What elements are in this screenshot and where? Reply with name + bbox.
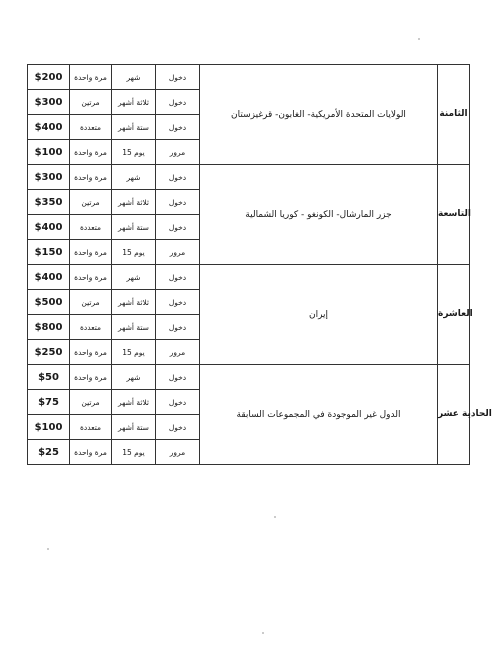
visa-type-cell: دخول xyxy=(156,415,200,440)
table-row xyxy=(28,165,470,190)
duration-cell: ستة أشهر xyxy=(112,415,156,440)
table-row xyxy=(28,65,470,90)
scan-speck xyxy=(47,548,49,550)
visa-type-cell: دخول xyxy=(156,315,200,340)
price-cell: $200 xyxy=(28,65,70,90)
countries-cell: جزر المارشال- الكونغو - كوريا الشمالية xyxy=(200,165,438,265)
visa-type-cell: دخول xyxy=(156,265,200,290)
visa-type-cell: دخول xyxy=(156,90,200,115)
entries-cell: مرة واحدة xyxy=(70,140,112,165)
group-name-cell: العاشرة xyxy=(438,265,470,365)
duration-cell: شهر xyxy=(112,65,156,90)
group-name-cell: الحادية عشر xyxy=(438,365,470,465)
countries-cell: إيران xyxy=(200,265,438,365)
visa-type-cell: دخول xyxy=(156,365,200,390)
duration-cell: 15 يوم xyxy=(112,440,156,465)
price-cell: $300 xyxy=(28,90,70,115)
duration-cell: ستة أشهر xyxy=(112,315,156,340)
duration-cell: شهر xyxy=(112,365,156,390)
visa-type-cell: مرور xyxy=(156,140,200,165)
price-cell: $800 xyxy=(28,315,70,340)
table-body xyxy=(28,65,492,465)
price-cell: $350 xyxy=(28,190,70,215)
duration-cell: شهر xyxy=(112,265,156,290)
visa-type-cell: مرور xyxy=(156,340,200,365)
price-cell: $400 xyxy=(28,215,70,240)
price-cell: $75 xyxy=(28,390,70,415)
price-cell: $100 xyxy=(28,415,70,440)
entries-cell: مرة واحدة xyxy=(70,365,112,390)
entries-cell: مرة واحدة xyxy=(70,265,112,290)
visa-fees-table xyxy=(27,64,492,465)
duration-cell: ستة أشهر xyxy=(112,215,156,240)
price-cell: $250 xyxy=(28,340,70,365)
duration-cell: ثلاثة أشهر xyxy=(112,90,156,115)
scan-speck xyxy=(262,632,264,634)
visa-type-cell: دخول xyxy=(156,190,200,215)
duration-cell: 15 يوم xyxy=(112,340,156,365)
duration-cell: ثلاثة أشهر xyxy=(112,190,156,215)
countries-cell: الدول غير الموجودة في المجموعات السابقة xyxy=(200,365,438,465)
visa-type-cell: دخول xyxy=(156,215,200,240)
entries-cell: متعددة xyxy=(70,315,112,340)
group-name-cell: الثامنة xyxy=(438,65,470,165)
entries-cell: مرتين xyxy=(70,390,112,415)
price-cell: $100 xyxy=(28,140,70,165)
price-cell: $150 xyxy=(28,240,70,265)
countries-cell: الولايات المتحدة الأمريكية- الغابون- قرغيزستان xyxy=(200,65,438,165)
price-cell: $400 xyxy=(28,115,70,140)
table-row xyxy=(28,265,470,290)
duration-cell: ثلاثة أشهر xyxy=(112,290,156,315)
duration-cell: ثلاثة أشهر xyxy=(112,390,156,415)
price-cell: $300 xyxy=(28,165,70,190)
entries-cell: مرتين xyxy=(70,90,112,115)
price-cell: $50 xyxy=(28,365,70,390)
visa-type-cell: دخول xyxy=(156,115,200,140)
scan-speck xyxy=(418,38,420,40)
duration-cell: شهر xyxy=(112,165,156,190)
visa-type-cell: مرور xyxy=(156,440,200,465)
entries-cell: مرة واحدة xyxy=(70,165,112,190)
duration-cell: ستة أشهر xyxy=(112,115,156,140)
price-cell: $25 xyxy=(28,440,70,465)
price-cell: $400 xyxy=(28,265,70,290)
visa-type-cell: دخول xyxy=(156,65,200,90)
entries-cell: متعددة xyxy=(70,415,112,440)
entries-cell: مرة واحدة xyxy=(70,440,112,465)
table-row xyxy=(28,365,470,390)
entries-cell: مرتين xyxy=(70,190,112,215)
entries-cell: مرة واحدة xyxy=(70,340,112,365)
entries-cell: متعددة xyxy=(70,215,112,240)
price-cell: $500 xyxy=(28,290,70,315)
group-name-cell: التاسعة xyxy=(438,165,470,265)
duration-cell: 15 يوم xyxy=(112,240,156,265)
entries-cell: مرة واحدة xyxy=(70,240,112,265)
visa-type-cell: مرور xyxy=(156,240,200,265)
entries-cell: متعددة xyxy=(70,115,112,140)
entries-cell: مرة واحدة xyxy=(70,65,112,90)
entries-cell: مرتين xyxy=(70,290,112,315)
duration-cell: 15 يوم xyxy=(112,140,156,165)
visa-type-cell: دخول xyxy=(156,165,200,190)
visa-type-cell: دخول xyxy=(156,390,200,415)
scan-speck xyxy=(274,516,276,518)
visa-type-cell: دخول xyxy=(156,290,200,315)
